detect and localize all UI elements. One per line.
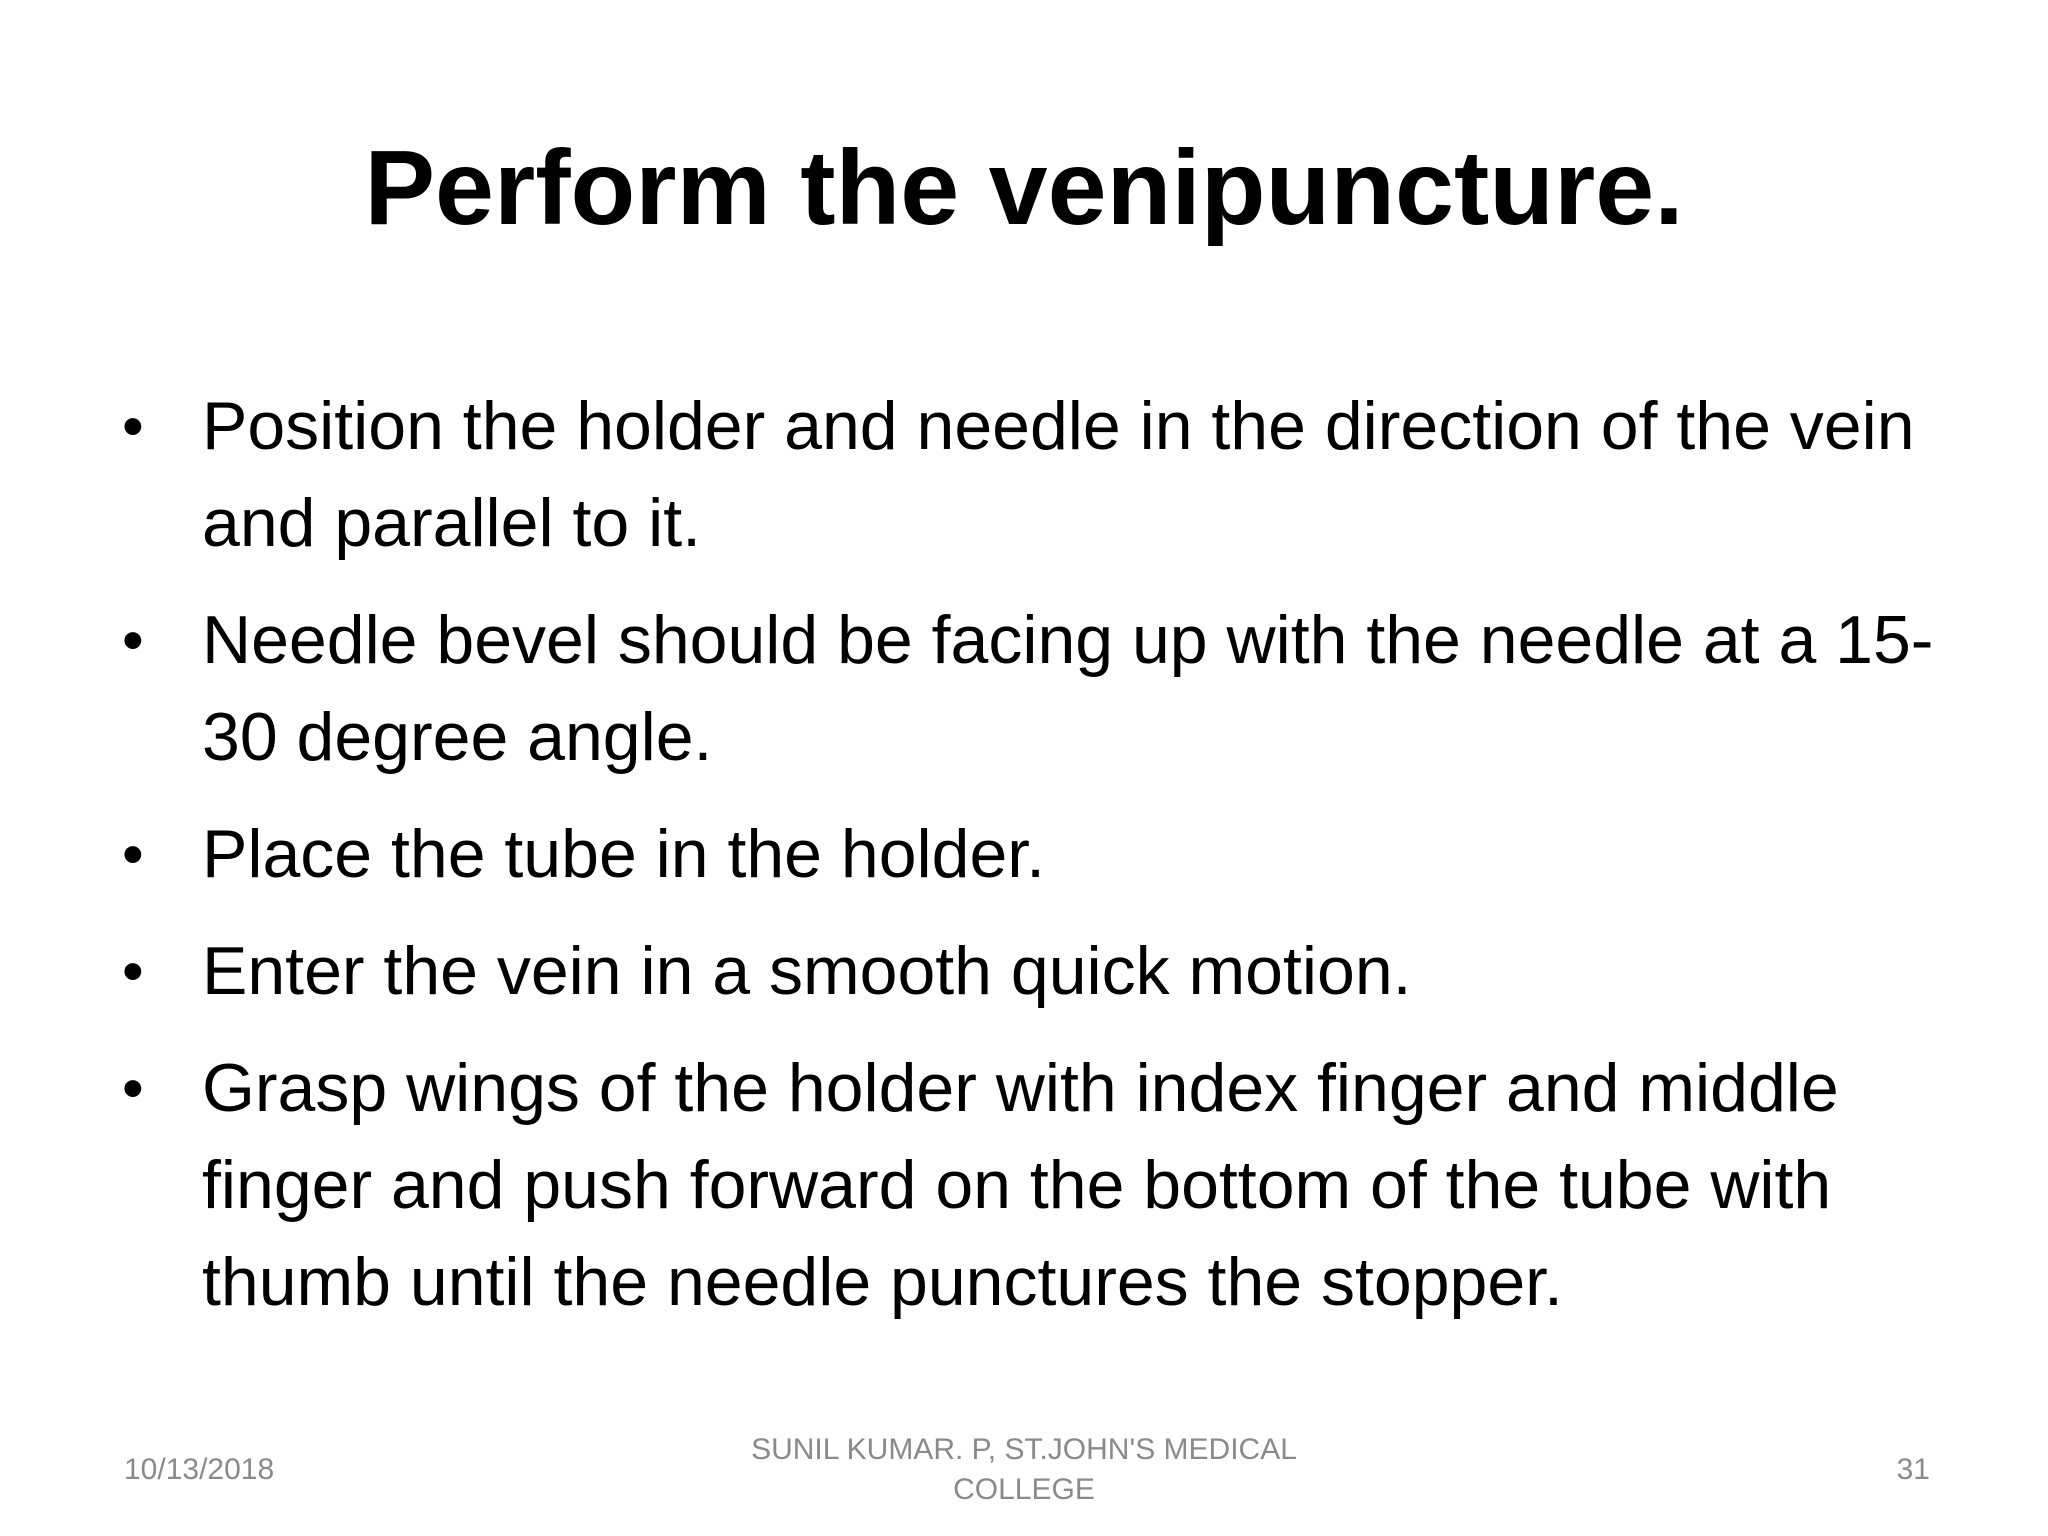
list-item: [118, 923, 1978, 1020]
page-number: 31: [1896, 1453, 1930, 1486]
list-item: [118, 806, 1978, 903]
footer-date: 10/13/2018: [124, 1453, 275, 1486]
bullet-icon: •: [122, 820, 144, 889]
bullet-text: Needle bevel should be facing up with the needle at a 15-30 degree angle.: [202, 602, 1934, 775]
footer-author: SUNIL KUMAR. P, ST.JOHN'S MEDICAL COLLEGE: [751, 1433, 1297, 1506]
bullet-icon: •: [122, 937, 144, 1006]
bullet-text: Place the tube in the holder.: [202, 816, 1046, 892]
list-item: [118, 592, 1978, 786]
bullet-text: Enter the vein in a smooth quick motion.: [202, 933, 1412, 1009]
bullet-icon: •: [122, 606, 144, 675]
bullet-icon: •: [122, 1054, 144, 1123]
bullet-text: Grasp wings of the holder with index finger and middle finger and push forward on the bottom of the tube with thumb until the needle punctures the stopper.: [202, 1050, 1839, 1320]
bullet-text: Position the holder and needle in the direction of the vein and parallel to it.: [202, 388, 1915, 561]
list-item: [118, 378, 1978, 572]
slide-title: Perform the venipuncture.: [364, 129, 1684, 247]
bullet-icon: •: [122, 392, 144, 461]
bullet-list: [118, 378, 1978, 1351]
list-item: [118, 1040, 1978, 1331]
